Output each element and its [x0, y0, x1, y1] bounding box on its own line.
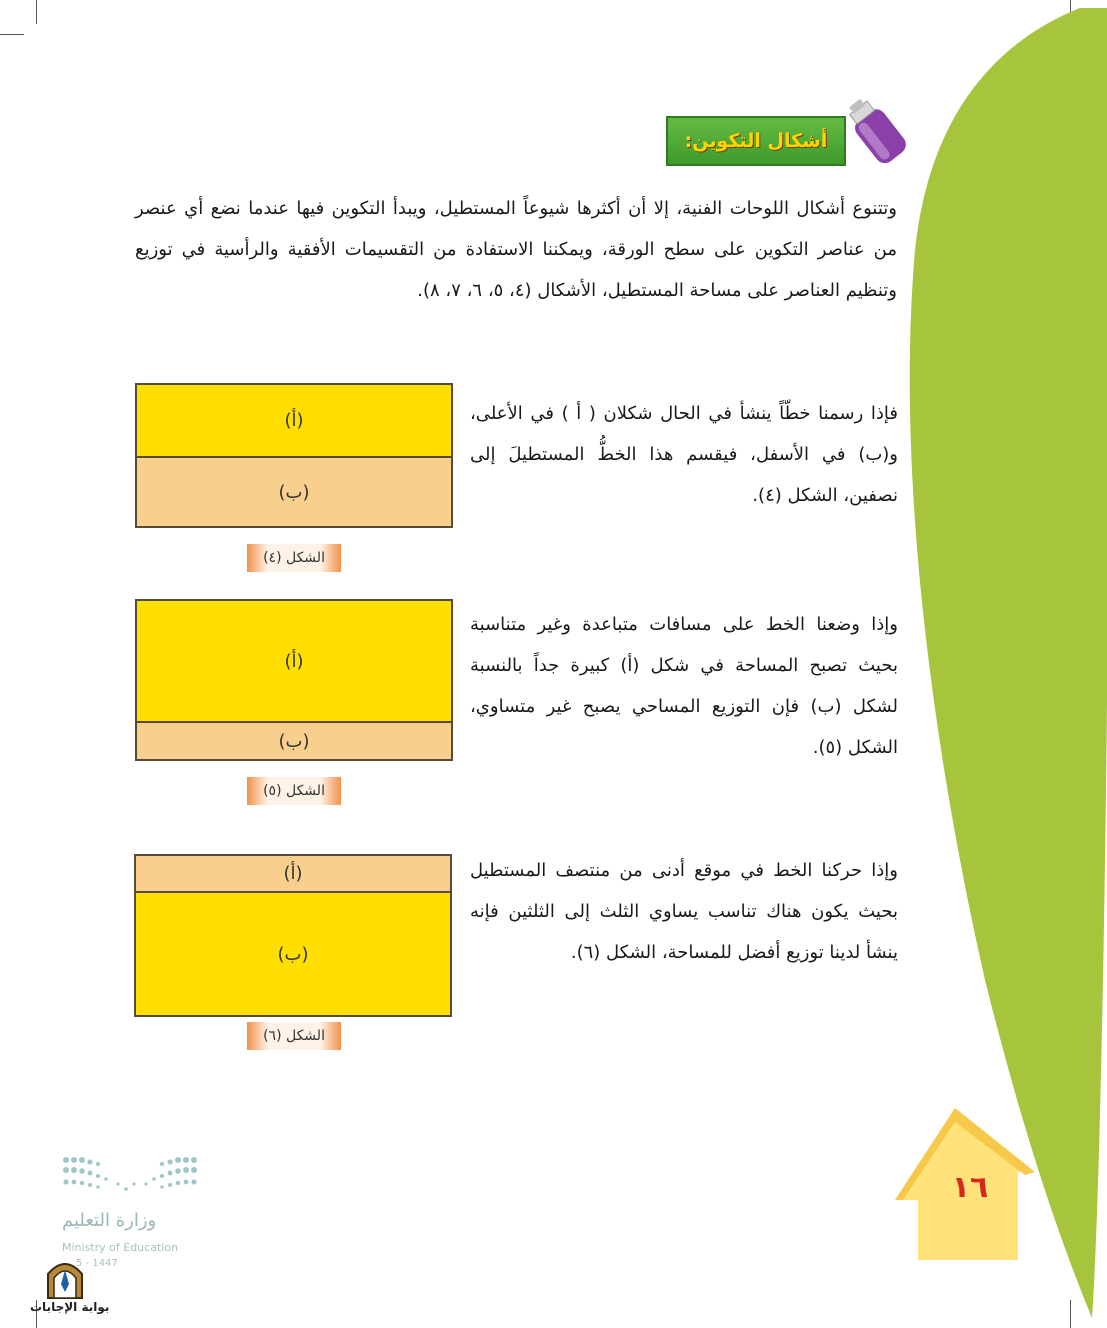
figure-5-caption: [247, 777, 341, 805]
figure-4-caption-text: الشكل (٤): [263, 550, 325, 566]
figure-5-caption-text: الشكل (٥): [263, 783, 325, 799]
ministry-year: 5 - 1447: [76, 1258, 118, 1269]
portal-logo-icon: [44, 1254, 86, 1300]
figure-4-panel: [135, 383, 453, 528]
figure-5-region-b: [137, 721, 451, 759]
ministry-logo-icon: [62, 1154, 198, 1200]
figure-6-text: وإذا حركنا الخط في موقع أدنى من منتصف المستطيل بحيث يكون هناك تناسب يساوي الثلث إلى الثلثين فإنه ينشأ لدينا توزيع أفضل للمساحة، الشكل (٦).: [470, 860, 898, 963]
ministry-name-english: Ministry of Education: [62, 1241, 179, 1254]
tube-icon: [840, 92, 920, 177]
figure-6-caption: [247, 1022, 341, 1050]
figure-6-region-a: [136, 856, 450, 891]
figure-6-panel: [134, 854, 452, 1017]
figure-5-label-b: (ب): [278, 730, 310, 752]
figure-6-label-b: (ب): [277, 943, 309, 965]
figure-5-region-a: [137, 601, 451, 721]
figure-4-caption: [247, 544, 341, 572]
figure-6-region-b: [136, 891, 450, 1015]
figure-5-label-a: (أ): [284, 650, 304, 672]
figure-4-region-b: [137, 456, 451, 526]
figure-4-label-a: (أ): [284, 410, 304, 431]
figure-4-label-b: (ب): [278, 481, 310, 503]
page-number: ١٦: [951, 1170, 989, 1205]
figure-5-text: وإذا وضعنا الخط على مسافات متباعدة وغير متناسبة بحيث تصبح المساحة في شكل (أ) كبيرة جداً بالنسبة لشكل (ب) فإن التوزيع المساحي يصبح غير متساوي، الشكل (٥).: [470, 614, 898, 758]
figure-4-text: فإذا رسمنا خطّاً ينشأ في الحال شكلان ( أ ) في الأعلى، و(ب) في الأسفل، فيقسم هذا الخطُّ المستطيلَ إلى نصفين، الشكل (٤).: [470, 403, 898, 506]
figure-5-panel: [135, 599, 453, 761]
portal-label: بوابة الإجابات: [30, 1300, 110, 1314]
intro-paragraph: وتتنوع أشكال اللوحات الفنية، إلا أن أكثرها شيوعاً المستطيل، ويبدأ التكوين فيها عندما نضع أي عنصر من عناصر التكوين على سطح الورقة، ويمكننا الاستفادة من التقسيمات الأفقية والرأسية في توزيع وتنظيم العناصر على مساحة المستطيل، الأشكال (٤، ٥، ٦، ٧، ٨).: [135, 198, 897, 301]
section-title: أشكال التكوين:: [684, 130, 828, 152]
figure-6-caption-text: الشكل (٦): [263, 1028, 325, 1044]
section-title-badge: [666, 116, 846, 166]
figure-6-label-a: (أ): [283, 863, 303, 884]
ministry-name-arabic: وزارة التعليم: [62, 1210, 157, 1231]
figure-4-region-a: [137, 385, 451, 456]
